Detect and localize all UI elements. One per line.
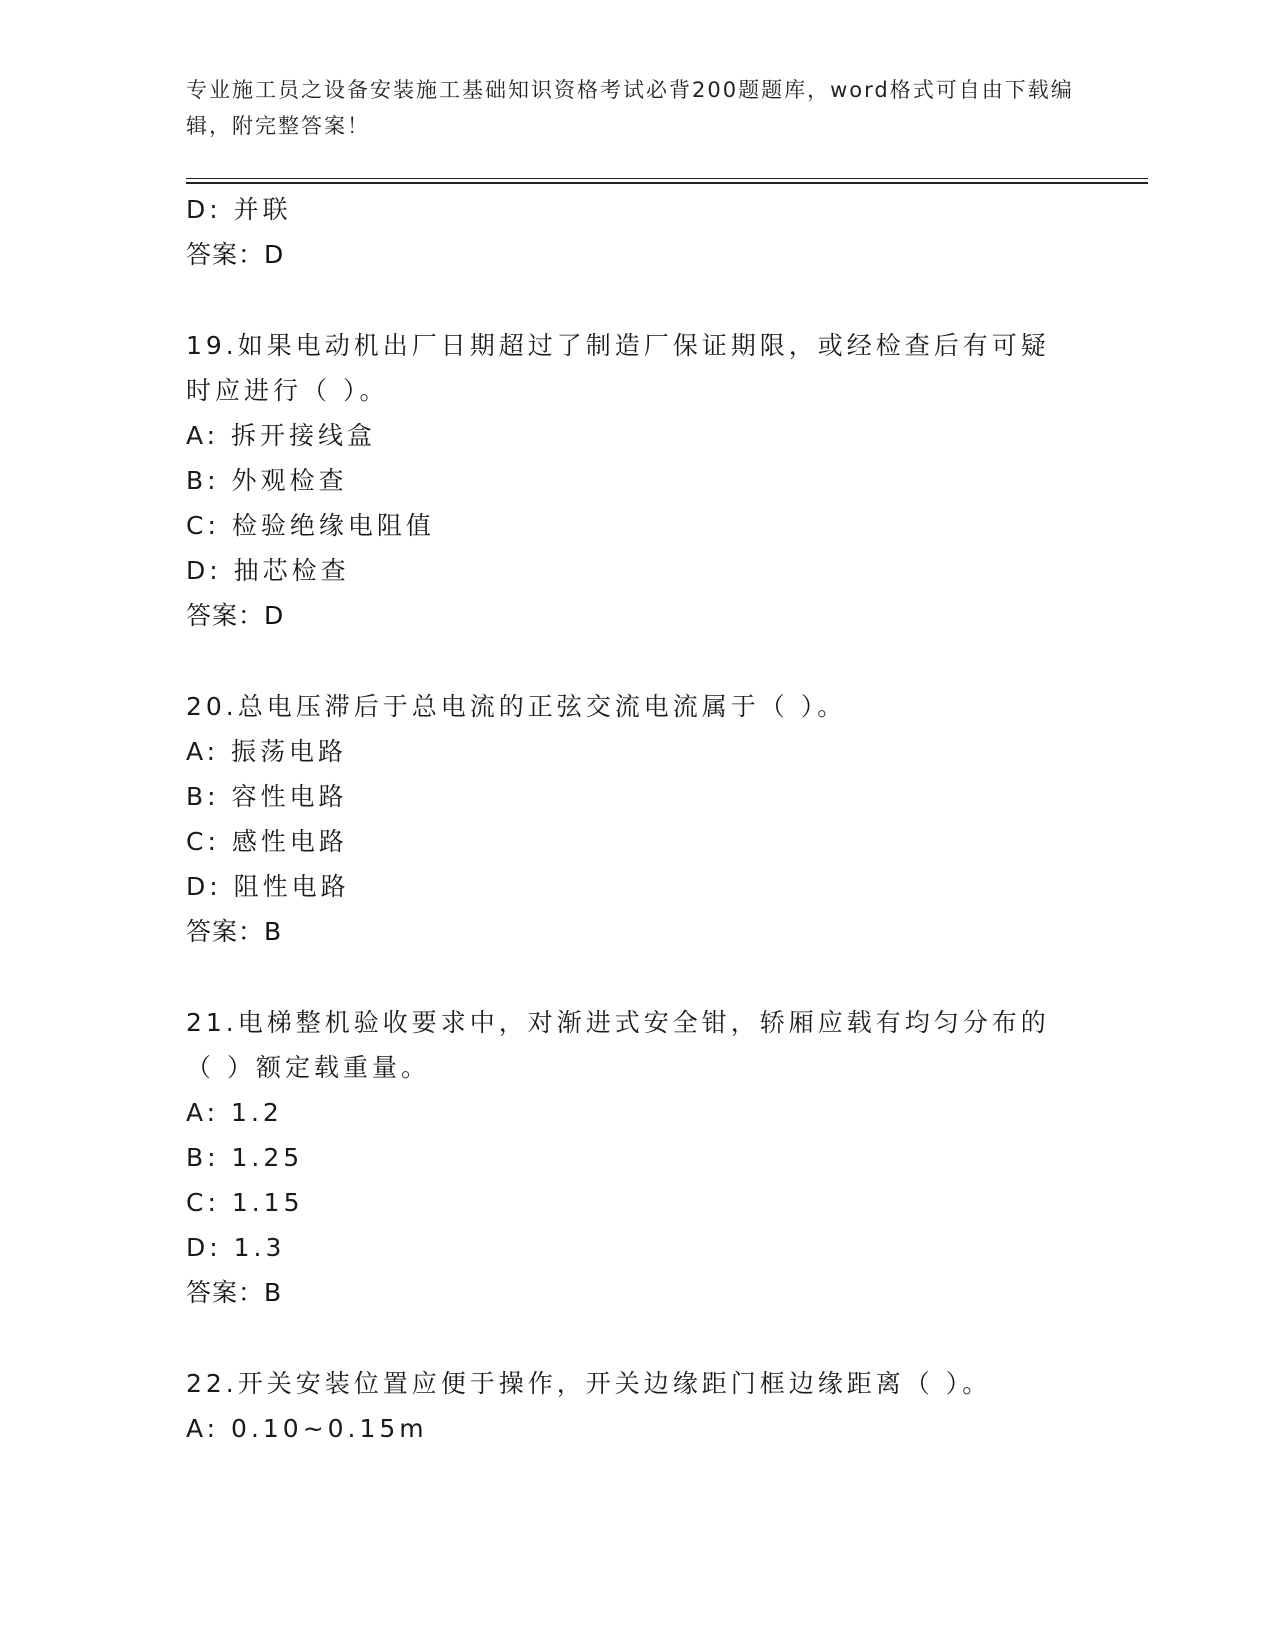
option-d: D: 阻性电路 (186, 872, 350, 901)
document-title: 专业施工员之设备安装施工基础知识资格考试必背200题题库，word格式可自由下载编辑，附完整答案！ (186, 78, 1074, 138)
option-d: D: 抽芯检查 (186, 556, 350, 585)
question-21 (186, 1000, 1066, 1315)
question-20 (186, 684, 1066, 954)
option-d: D: 1.3 (186, 1233, 286, 1262)
answer: 答案：B (186, 1278, 283, 1307)
question-text: 19.如果电动机出厂日期超过了制造厂保证期限，或经检查后有可疑时应进行（ ）。 (186, 331, 1050, 405)
option-c: C: 感性电路 (186, 827, 348, 856)
option-d: D: 并联 (186, 195, 292, 224)
answer: 答案：D (186, 601, 285, 630)
answer: 答案：D (186, 240, 285, 269)
option-a: A: 1.2 (186, 1098, 283, 1127)
question-text: 22.开关安装位置应便于操作，开关边缘距门框边缘距离（ ）。 (186, 1369, 992, 1398)
option-b: B: 外观检查 (186, 466, 348, 495)
question-19 (186, 323, 1066, 638)
option-c: C: 1.15 (186, 1188, 304, 1217)
option-a: A: 0.10~0.15m (186, 1414, 428, 1443)
question-list (186, 187, 1066, 1451)
header-divider-top (186, 178, 1148, 179)
answer: 答案：B (186, 917, 283, 946)
spacer (186, 638, 1066, 684)
option-a: A: 拆开接线盒 (186, 421, 377, 450)
question-text: 21.电梯整机验收要求中，对渐进式安全钳，轿厢应载有均匀分布的（ ）额定载重量。 (186, 1008, 1050, 1082)
question-text: 20.总电压滞后于总电流的正弦交流电流属于（ ）。 (186, 692, 847, 721)
spacer (186, 954, 1066, 1000)
document-header (186, 72, 1086, 144)
question-22 (186, 1361, 1066, 1451)
option-b: B: 1.25 (186, 1143, 304, 1172)
option-a: A: 振荡电路 (186, 737, 348, 766)
spacer (186, 1315, 1066, 1361)
option-b: B: 容性电路 (186, 782, 348, 811)
spacer (186, 277, 1066, 323)
header-divider-bottom (186, 182, 1148, 184)
option-c: C: 检验绝缘电阻值 (186, 511, 435, 540)
